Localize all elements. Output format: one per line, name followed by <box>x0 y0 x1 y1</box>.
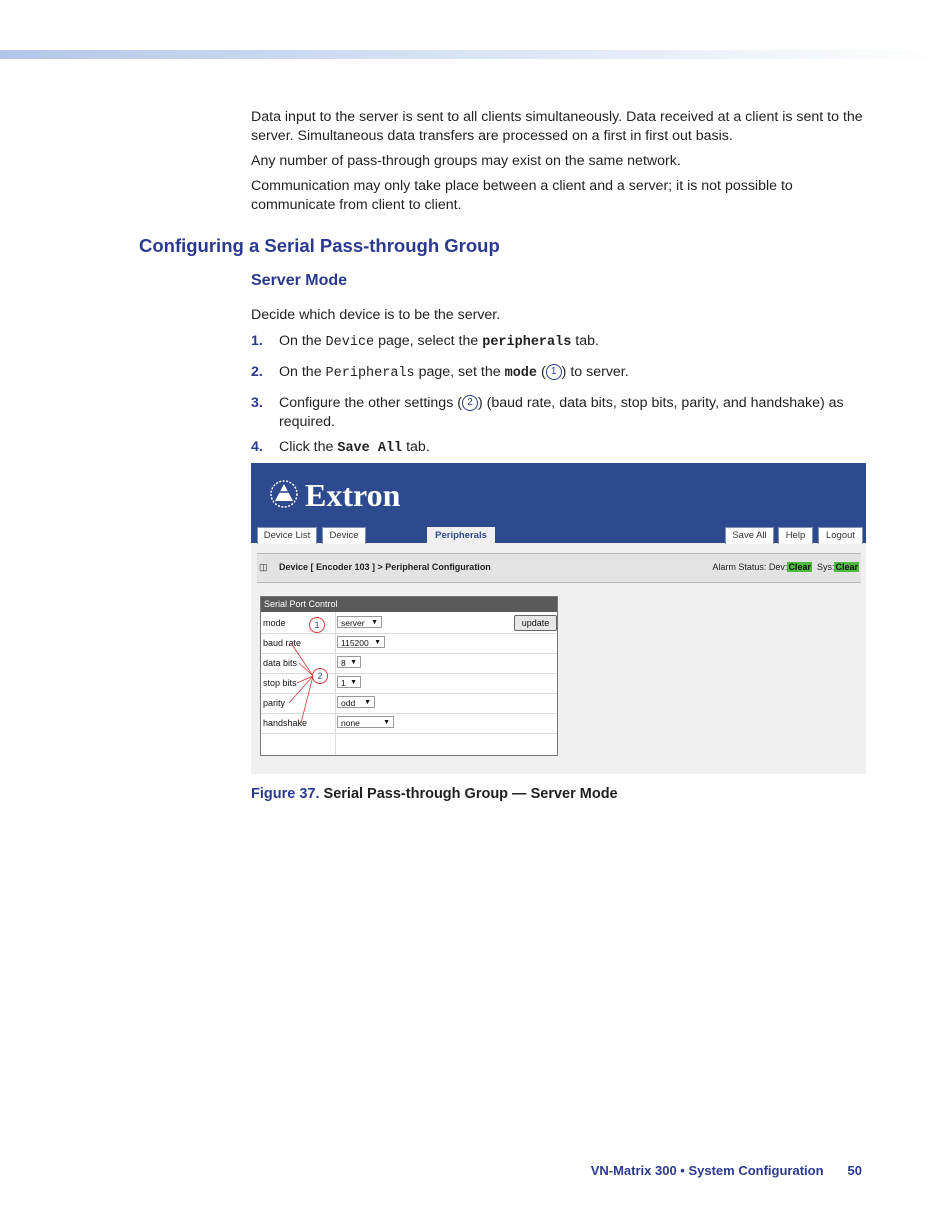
step-text: On the Device page, select the peripherals tab. <box>279 333 599 350</box>
tab-peripherals[interactable]: Peripherals <box>427 527 495 544</box>
field-label: parity <box>263 698 286 708</box>
callout-1-icon: 1 <box>546 364 562 380</box>
dropdown-arrow-icon: ▼ <box>364 699 371 706</box>
stop-bits-select[interactable]: 1 ▼ <box>337 676 361 688</box>
callout-leader-lines <box>261 597 557 755</box>
step-text: Configure the other settings ( 2 ) (baud rate, data bits, stop bits, parity, and handshake) as required. <box>279 395 844 430</box>
step-number: 4. <box>251 439 263 455</box>
section-title: Configuring a Serial Pass-through Group <box>139 235 500 256</box>
header-gradient-bar <box>0 50 950 59</box>
tab-logout[interactable]: Logout <box>818 527 863 544</box>
dropdown-arrow-icon: ▼ <box>350 679 357 686</box>
handshake-select[interactable]: none ▼ <box>337 716 394 728</box>
field-label: handshake <box>263 718 308 728</box>
intro-text: Decide which device is to be the server. <box>251 307 501 323</box>
figure-caption <box>251 786 618 802</box>
tab-device-list[interactable]: Device List <box>257 527 317 544</box>
alarm-status: Alarm Status: Dev:Clear Sys:Clear <box>712 562 858 572</box>
tab-device[interactable]: Device <box>322 527 366 544</box>
footer-title: VN-Matrix 300 • System Configuration <box>590 1163 824 1178</box>
panel-title: Serial Port Control <box>261 597 557 612</box>
dropdown-arrow-icon: ▼ <box>374 639 381 646</box>
step-number: 2. <box>251 364 263 380</box>
dropdown-arrow-icon: ▼ <box>383 719 390 726</box>
parity-select[interactable]: odd ▼ <box>337 696 375 708</box>
mode-select[interactable]: server ▼ <box>337 616 382 628</box>
dropdown-arrow-icon: ▼ <box>371 619 378 626</box>
caption-text: Serial Pass-through Group — Server Mode <box>323 786 618 802</box>
extron-logo-icon <box>269 479 299 509</box>
subsection-title: Server Mode <box>251 272 348 289</box>
tab-save-all[interactable]: Save All <box>725 527 774 544</box>
serial-port-control-panel <box>260 596 558 756</box>
baud-rate-select[interactable]: 115200 ▼ <box>337 636 385 648</box>
breadcrumb-bar <box>257 553 861 583</box>
callout-2-icon: 2 <box>312 668 328 684</box>
update-button[interactable]: update <box>514 615 557 631</box>
page-footer <box>591 1163 862 1178</box>
paragraph: Any number of pass-through groups may exist on the same network. <box>251 153 681 169</box>
field-label: data bits <box>263 658 298 668</box>
logo-text: Extron <box>305 477 401 513</box>
step-text: On the Peripherals page, set the mode ( 1 ) to server. <box>279 364 629 381</box>
data-bits-select[interactable]: 8 ▼ <box>337 656 361 668</box>
paragraph: Data input to the server is sent to all clients simultaneously. Data received at a client is sent to the server. Simultaneous data transfers are processed on a first in first out basis. <box>251 109 863 144</box>
breadcrumb: Device [ Encoder 103 ] > Peripheral Configuration <box>279 562 491 572</box>
callout-2-icon: 2 <box>462 395 478 411</box>
page-number: 50 <box>847 1163 862 1178</box>
paragraph: Communication may only take place between a client and a server; it is not possible to communicate from client to client. <box>251 178 793 213</box>
network-device-icon: ◫ <box>259 562 268 572</box>
field-label: mode <box>263 618 286 628</box>
dropdown-arrow-icon: ▼ <box>350 659 357 666</box>
status-badge-dev: Clear <box>788 562 811 572</box>
step-number: 3. <box>251 395 263 411</box>
status-badge-sys: Clear <box>835 562 858 572</box>
app-banner <box>251 463 866 543</box>
field-label: baud rate <box>263 638 302 648</box>
step-number: 1. <box>251 333 263 349</box>
figure-label: Figure 37. <box>251 786 320 802</box>
tab-help[interactable]: Help <box>778 527 813 544</box>
step-text: Click the Save All tab. <box>279 439 430 456</box>
callout-1-icon: 1 <box>309 617 325 633</box>
field-label: stop bits <box>263 678 297 688</box>
figure-screenshot <box>251 463 866 774</box>
